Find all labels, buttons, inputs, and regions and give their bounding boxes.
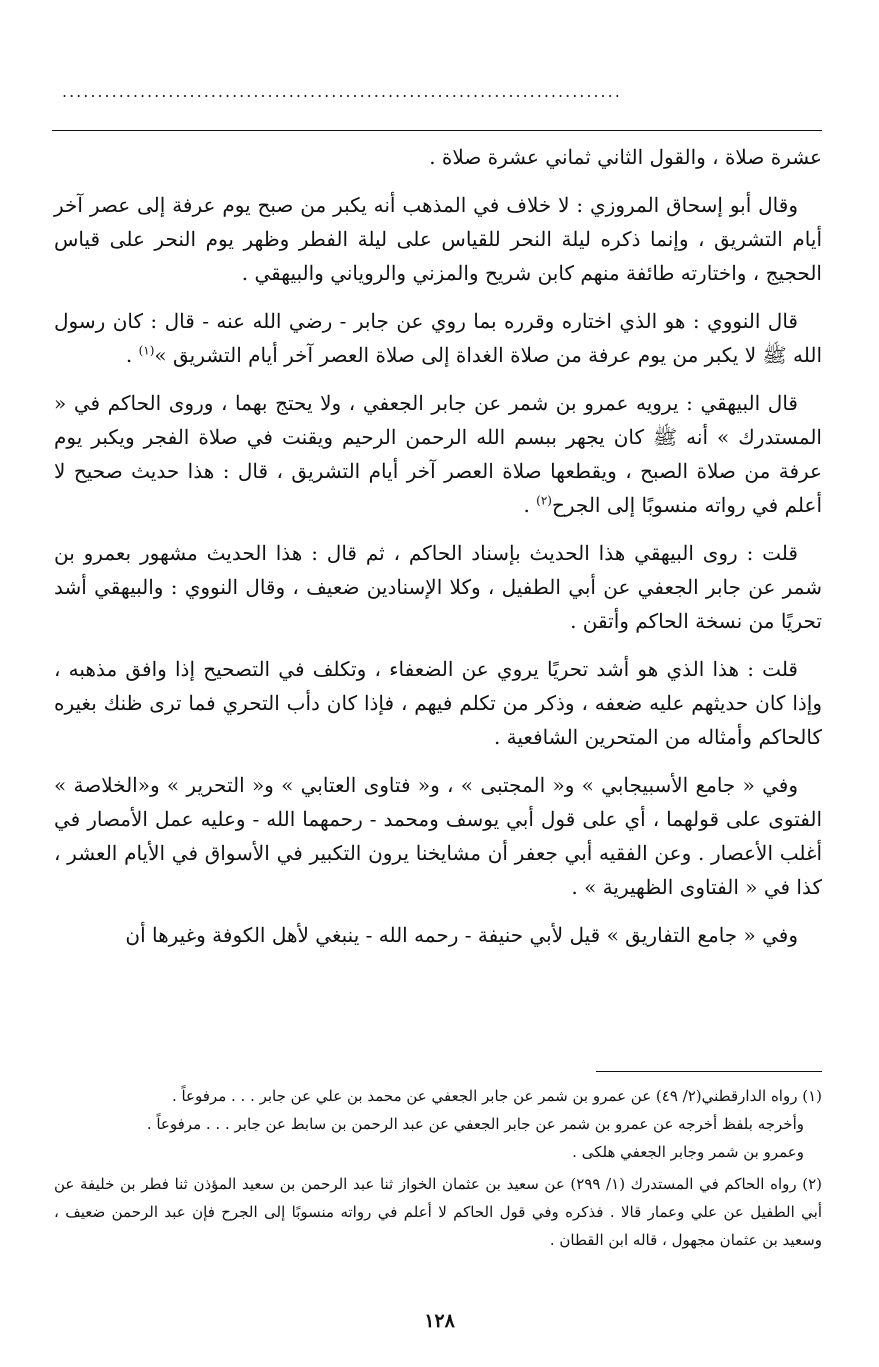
- paragraph-3-text: قال النووي : هو الذي اختاره وقرره بما روي عن جابر - رضي الله عنه - قال : كان رسول الله ﷺ لا يكبر من يوم عرفة من صلاة الغداة إلى صلاة العصر آخر أيام التشريق »: [54, 309, 822, 367]
- paragraph-4-end: .: [523, 493, 537, 517]
- header-rule: [52, 130, 822, 131]
- paragraph-5: قلت : روى البيهقي هذا الحديث بإسناد الحاكم ، ثم قال : هذا الحديث مشهور بعمرو بن شمر عن جابر الجعفي عن أبي الطفيل ، وكلا الإسنادين ضعيف ، وقال النووي : والبيهقي أشد تحريًا من نسخة الحاكم وأتقن .: [54, 541, 822, 633]
- footnote-2: [54, 1170, 822, 1254]
- footnote-2-text: (٢) رواه الحاكم في المستدرك (١/ ٢٩٩) عن سعيد بن عثمان الخواز ثنا عبد الرحمن بن سعيد المؤذن ثنا فطر بن خليفة عن أبي الطفيل عن علي وعمار قالا . فذكره وفي قول الحاكم لا أعلم في رواته منسوبًا إلى الجرح فإن عبد الرحمن ضعيف ، وسعيد بن عثمان مجهول ، قاله ابن القطان .: [54, 1175, 823, 1249]
- footnote-1-line-1: (١) رواه الدارقطني(٢/ ٤٩) عن عمرو بن شمر عن جابر الجعفي عن محمد بن علي عن جابر . . . مرفوعاً .: [171, 1087, 822, 1105]
- footnote-ref-2: (٢): [536, 493, 552, 508]
- paragraph-4-text: قال البيهقي : يرويه عمرو بن شمر عن جابر الجعفي ، ولا يحتج بهما ، وروى الحاكم في « المستدرك » أنه ﷺ كان يجهر ببسم الله الرحمن الرحيم ويقنت في صلاة الفجر ويكبر يوم عرفة من صلاة الصبح ، ويقطعها صلاة العصر آخر أيام التشريق ، قال : هذا حديث صحيح لا أعلم في رواته منسوبًا إلى الجرح: [54, 391, 822, 517]
- paragraph-1: عشرة صلاة ، والقول الثاني ثماني عشرة صلاة .: [429, 145, 822, 169]
- paragraph-6: قلت : هذا الذي هو أشد تحريًا يروي عن الضعفاء ، وتكلف في التصحيح إذا وافق مذهبه ، وإذا كان حديثهم عليه ضعفه ، وذكر من تكلم فيهم ، فإذا كان دأب التحري فما ترى ظنك بغيره كالحاكم وأمثاله من المتحرين الشافعية .: [54, 657, 822, 749]
- footnote-1: [54, 1082, 822, 1166]
- footnote-1-line-3: وعمرو بن شمر وجابر الجعفي هلكى .: [572, 1143, 804, 1161]
- paragraph-4: [54, 386, 822, 522]
- footnotes: [54, 1082, 822, 1258]
- paragraph-8: وفي « جامع التفاريق » قيل لأبي حنيفة - رحمه الله - ينبغي لأهل الكوفة وغيرها أن: [125, 923, 798, 947]
- footnote-rule: [596, 1071, 822, 1072]
- header-dotted-line: ...............................................................................: [62, 84, 622, 100]
- footnote-ref-1: (١): [138, 343, 155, 358]
- page-number: ١٢٨: [424, 1310, 455, 1332]
- paragraph-3-end: .: [125, 343, 139, 367]
- footnote-1-line-2: وأخرجه بلفظ أخرجه عن عمرو بن شمر عن جابر الجعفي عن عبد الرحمن بن سابط عن جابر . . . مرفوعاً .: [146, 1115, 804, 1133]
- main-text: [54, 140, 822, 966]
- paragraph-7: وفي « جامع الأسبيجابي » و« المجتبى » ، و« فتاوى العتابي » و« التحرير » و«الخلاصة » الفتوى على قولهما ، أي على قول أبي يوسف ومحمد - رحمهما الله - وعليه عمل الأمصار في أغلب الأعصار . وعن الفقيه أبي جعفر أن مشايخنا يرون التكبير في الأسواق في الأيام العشر ، كذا في « الفتاوى الظهيرية » .: [54, 773, 822, 899]
- paragraph-2: وقال أبو إسحاق المروزي : لا خلاف في المذهب أنه يكبر من صبح يوم عرفة إلى عصر آخر أيام التشريق ، وإنما ذكره ليلة النحر للقياس على ليلة الفطر وظهر يوم النحر على قياس الحجيج ، واختارته طائفة منهم كابن شريح والمزني والروياني والبيهقي .: [54, 193, 822, 285]
- paragraph-3: [54, 304, 822, 372]
